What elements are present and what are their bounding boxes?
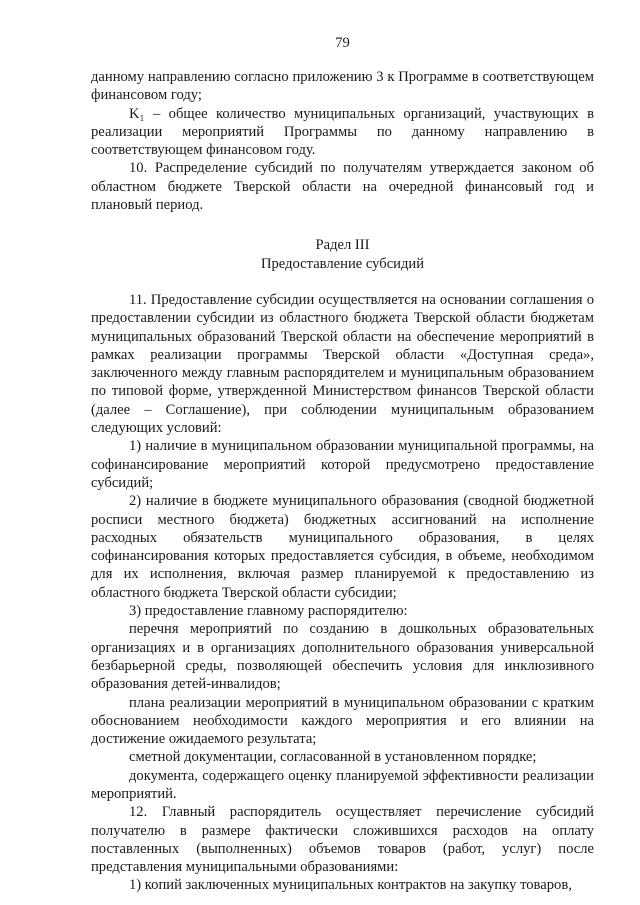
paragraph-continued: данному направлению согласно приложению 3 к Программе в соответствующем финансовом году; [91, 69, 594, 104]
condition-3-item-efficiency: документа, содержащего оценку планируемой эффективности реализации мероприятий. [91, 767, 594, 802]
document-body [91, 68, 594, 895]
condition-3: 3) предоставление главному распорядителю: [129, 603, 408, 620]
condition-1: 1) наличие в муниципальном образовании муниципальной программы, на софинансирование мероприятий которой предусмотрено предоставление субсидий; [91, 438, 594, 491]
condition-3-item-list: перечня мероприятий по созданию в дошкольных образовательных организациях и в организациях дополнительного образования универсальной безбарьерной среды, позволяющей обеспечить условия для инклюзивного образования детей-инвалидов; [91, 621, 594, 693]
paragraph-12-item-1: 1) копий заключенных муниципальных контрактов на закупку товаров, [129, 877, 572, 894]
paragraph-11: 11. Предоставление субсидии осуществляется на основании соглашения о предоставлении субсидии из областного бюджета Тверской области бюджетам муниципальных образований Тверской области на обеспечение мероприятий в рамках реализации программы Тверской области «Доступная среда», заключенного между главным распорядителем и муниципальным образованием по типовой форме, утвержденной Министерством финансов Тверской области (далее – Соглашение), при соблюдении муниципальным образованием следующих условий: [91, 291, 594, 437]
paragraph-12: 12. Главный распорядитель осуществляет перечисление субсидий получателю в размере фактически сложившихся расходов на оплату поставленных (выполненных) объемов товаров (работ, услуг) после представления муниципальными образованиями: [91, 804, 594, 876]
condition-3-item-estimate: сметной документации, согласованной в установленном порядке; [129, 749, 537, 766]
paragraph-10: 10. Распределение субсидий по получателям утверждается законом об областном бюджете Тверской области на очередной финансовый год и плановый период. [91, 160, 594, 214]
section-subtitle: Предоставление субсидий [260, 255, 425, 272]
page-number: 79 [335, 35, 350, 51]
paragraph-k1-definition: K₁ – общее количество муниципальных организаций, участвующих в реализации мероприятий Программы по данному направлению в соответствующем финансовом году. [91, 105, 594, 159]
section-gap [91, 273, 594, 291]
condition-3-item-plan: плана реализации мероприятий в муниципальном образовании с кратким обоснованием необходимости каждого мероприятия и его влиянии на достижение ожидаемого результата; [91, 694, 594, 748]
condition-2: 2) наличие в бюджете муниципального образования (сводной бюджетной росписи местного бюджета) бюджетных ассигнований на исполнение расходных обязательств муниципального образования, в целях софинансирования которых предоставляется субсидия, в объеме, необходимом для их исполнения, включая размер планируемой к предоставлению из областного бюджета Тверской области субсидии; [91, 493, 594, 601]
section-title: Радел III [315, 237, 370, 254]
